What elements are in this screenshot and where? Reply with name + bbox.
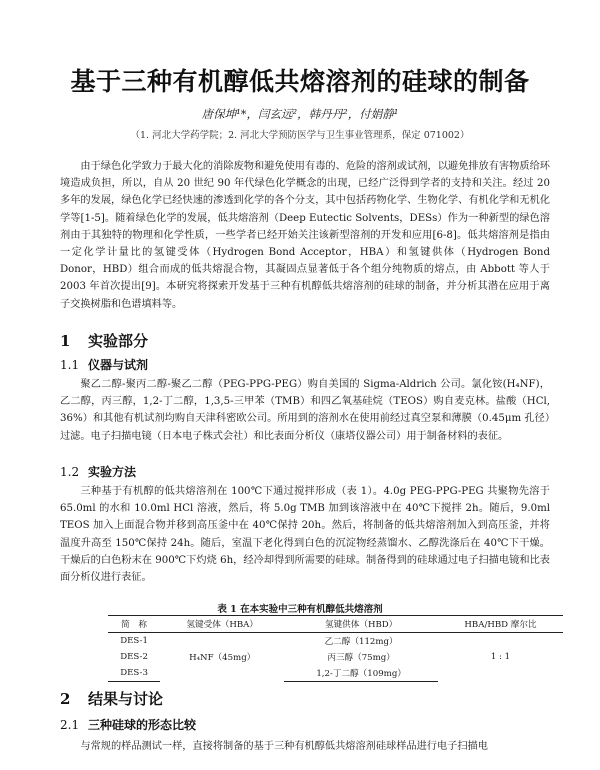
paper-title: 基于三种有机醇低共熔溶剂的硅球的制备 <box>70 67 530 96</box>
table-cell-ratio: 1 : 1 <box>490 652 511 663</box>
intro-paragraph: 由于绿色化学致力于最大化的消除废物和避免使用有毒的、危险的溶剂或试剂，以避免排放有害物质给环境造成负担，所以，自从 20 世纪 90 年代绿色化学概念的出现，已经广泛得到学者的支持和关注。经过 20 多年的发展，绿色化学已经快速的渗透到化学的各个分支，其中包括药物化学、生物化学、有机化学和无机化学等[1-5]。随着绿色化学的发展，低共熔溶剂（Deep Eutectic Solvents，DESs）作为一种新型的绿色溶剂由于其独特的物理和化学性质，一些学者已经开始关注该新型溶剂的开发和应用[6-8]。低共熔溶剂是指由一定化学计量比的氢键受体（Hydrogen Bond Acceptor，HBA）和氢键供体（Hydrogen Bond Donor，HBD）组合而成的低共熔混合物，其凝固点显著低于各个组分纯物质的熔点，由 Abbott 等人于 2003 年首次提出[9]。本研究将探索开发基于三种有机醇低共熔溶剂的硅球的制备，并分析其潜在应用于离子交换树脂和色谱填料等。 <box>60 161 550 310</box>
subsection-number: 1.1 <box>60 358 80 372</box>
subsection-1-1-heading <box>60 356 148 373</box>
table-cell-abbr: DES-2 <box>120 652 148 662</box>
table-row <box>108 633 563 650</box>
table-caption: 表 1 在本实验中三种有机醇低共熔溶剂 <box>217 604 383 615</box>
table-cell-hba: H₄NF（45mg） <box>189 653 256 664</box>
author-list: 唐保坤¹*，闫玄远²，韩丹丹²，付娟静¹ <box>201 107 399 121</box>
section-number: 1 <box>60 332 71 350</box>
table-cell-abbr: DES-3 <box>108 665 160 682</box>
methods-paragraph: 三种基于有机醇的低共熔溶剂在 100℃下通过搅拌形成（表 1）。4.0g PEG-PPG-PEG 共聚物先溶于 65.0ml 的水和 10.0ml HCl 溶液，然后，将 5.0g TMB 加到该溶液中在 40℃下搅拌 2h。随后，9.0ml TEOS 加入上面混合物并移到高压釜中在 40℃保持 20h。然后，将制备的低共熔溶剂加入到高压釜，并将温度升高至 150℃保持 24h。随后，室温下老化得到白色的沉淀物经蒸馏水、乙醇洗涤后在 40℃下干燥。干燥后的白色粉末在 900℃下灼烧 6h，经冷却得到所需要的硅球。制备得到的硅球通过电子扫描电镜和比表面分析仪进行表征。 <box>60 486 550 584</box>
table-cell-abbr: DES-1 <box>120 636 148 646</box>
affiliation: （1. 河北大学药学院；2. 河北大学预防医学与卫生事业管理系，保定 071002） <box>130 130 470 141</box>
subsection-title: 实验方法 <box>88 465 137 479</box>
subsection-title: 三种硅球的形态比较 <box>88 718 197 732</box>
subsection-number: 1.2 <box>60 465 80 479</box>
materials-paragraph: 聚乙二醇-聚丙二醇-聚乙二醇（PEG-PPG-PEG）购自美国的 Sigma-Aldrich 公司。氯化铵(H₄NF)，乙二醇，丙三醇，1,2-丁二醇，1,3,5-三甲苯（TMB）和四乙氧基硅烷（TEOS）购自麦克林。盐酸（HCl, 36%）和其他有机试剂均购自天津科密欧公司。所用到的溶剂水在使用前经过真空泵和薄膜（0.45μm 孔径）过滤。电子扫描电镜（日本电子株式会社）和比表面分析仪（康塔仪器公司）用于制备材料的表征。 <box>60 379 550 442</box>
table-cell-hbd: 丙三醇（75mg） <box>327 653 395 663</box>
section-title: 结果与讨论 <box>88 690 164 708</box>
subsection-number: 2.1 <box>60 718 80 732</box>
results-paragraph: 与常规的样品测试一样，直接将制备的基于三种有机醇低共熔溶剂硅球样品进行电子扫描电 <box>80 741 488 752</box>
subsection-title: 仪器与试剂 <box>88 358 149 372</box>
table-header-cell: 氢键受体（HBA） <box>160 616 284 633</box>
section-1-heading <box>60 330 148 351</box>
table-header-cell: 氢键供体（HBD） <box>284 616 438 633</box>
table-cell-hbd: 1,2-丁二醇（109mg） <box>284 665 438 682</box>
des-table <box>108 615 563 682</box>
table-header-row <box>108 616 563 633</box>
table-cell-hbd: 乙二醇（112mg） <box>324 637 398 647</box>
section-2-heading <box>60 688 163 709</box>
section-title: 实验部分 <box>88 332 149 350</box>
subsection-2-1-heading <box>60 716 196 733</box>
table-header-cell: HBA/HBD 摩尔比 <box>438 616 563 633</box>
section-number: 2 <box>60 690 71 708</box>
table-header-cell: 简 称 <box>108 616 160 633</box>
subsection-1-2-heading <box>60 463 136 480</box>
